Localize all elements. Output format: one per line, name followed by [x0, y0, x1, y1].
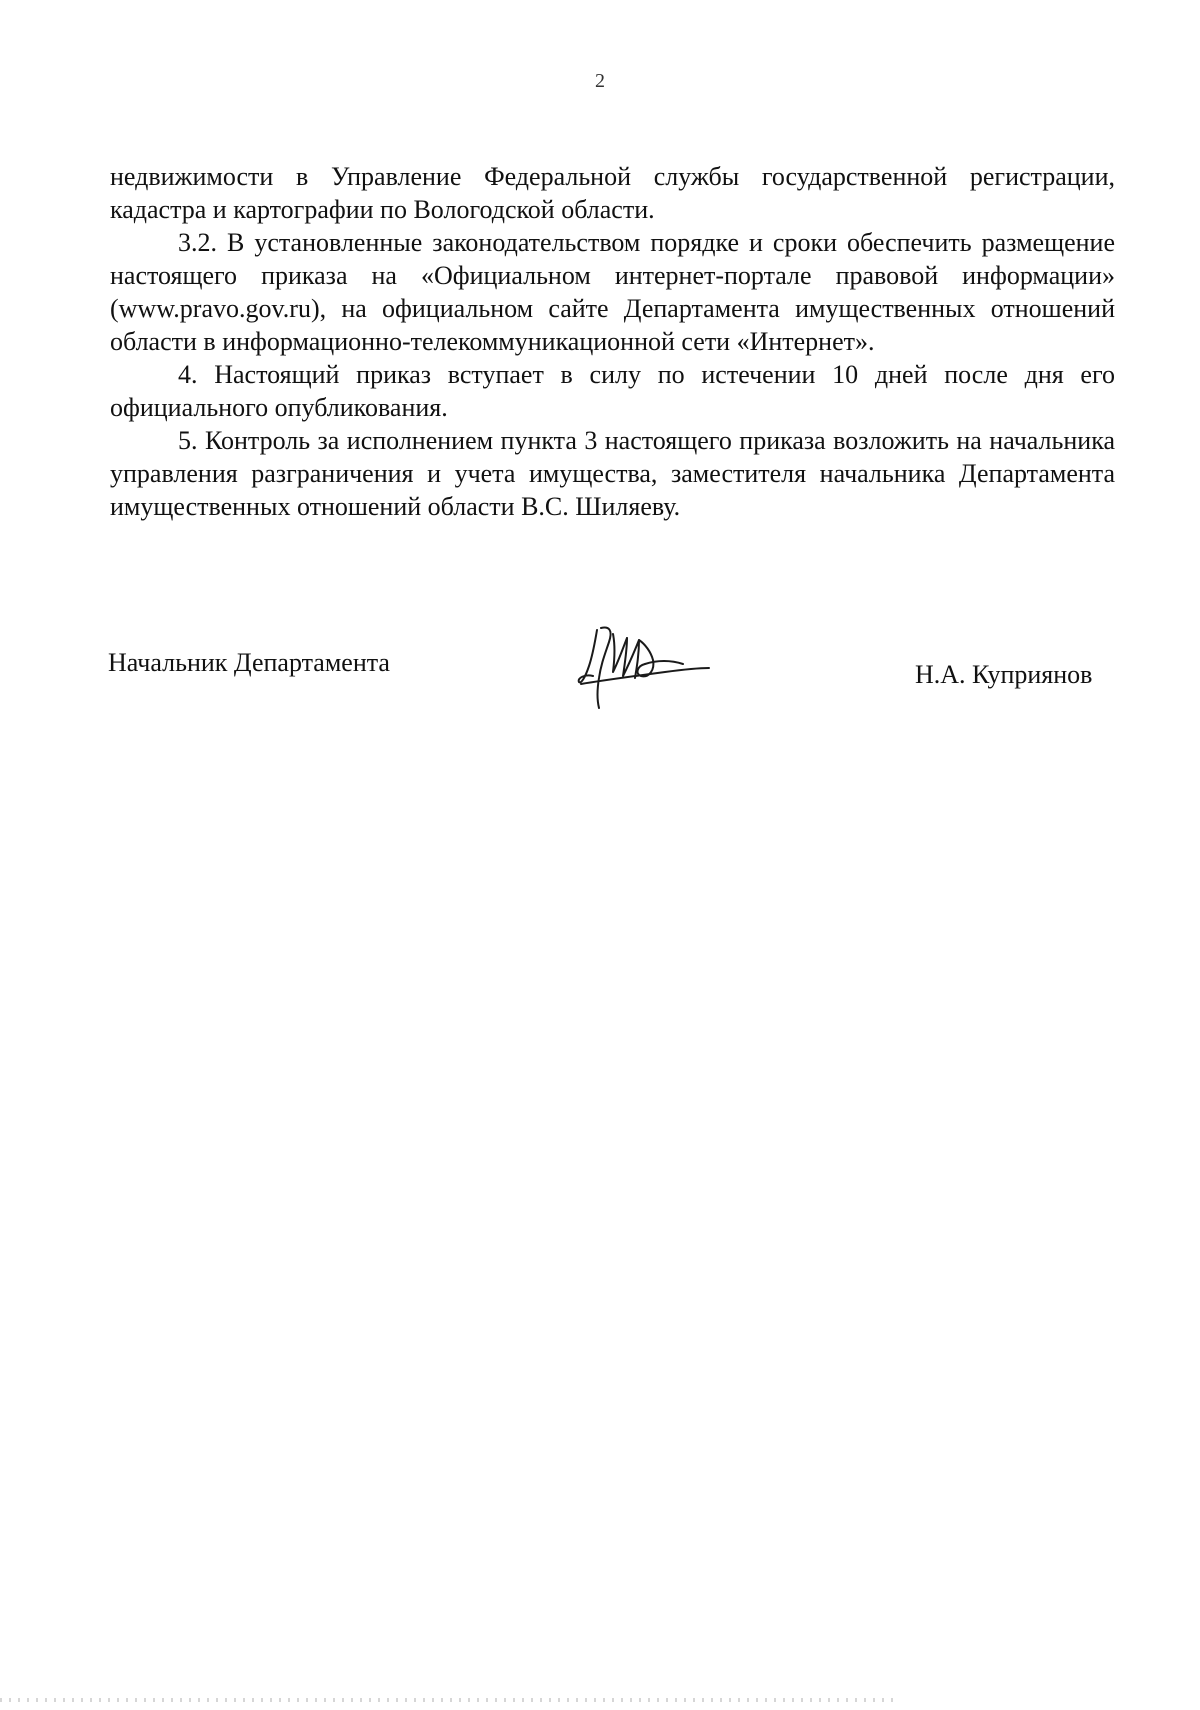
document-body	[110, 160, 1115, 523]
paragraph-5: 5. Контроль за исполнением пункта 3 настоящего приказа возложить на начальника управления разграничения и учета имущества, заместителя начальника Департамента имущественных отношений области В.С. Шиляеву.	[110, 426, 1115, 521]
paragraph-3-2: 3.2. В установленные законодательством порядке и сроки обеспечить размещение настоящего приказа на «Официальном интернет-портале правовой информации» (www.pravo.gov.ru), на официальном сайте Департамента имущественных отношений области в информационно-телекоммуникационной сети «Интернет».	[110, 228, 1115, 356]
scan-artifact	[0, 1698, 900, 1702]
handwritten-signature	[575, 620, 715, 710]
signatory-position: Начальник Департамента	[108, 648, 390, 677]
paragraph-4: 4. Настоящий приказ вступает в силу по истечении 10 дней после дня его официального опубликования.	[110, 360, 1115, 422]
paragraph-continuation: недвижимости в Управление Федеральной службы государственной регистрации, кадастра и картографии по Вологодской области.	[110, 162, 1115, 224]
signatory-name: Н.А. Куприянов	[915, 660, 1093, 689]
signature-block	[0, 620, 1200, 720]
page-number: 2	[595, 70, 605, 92]
